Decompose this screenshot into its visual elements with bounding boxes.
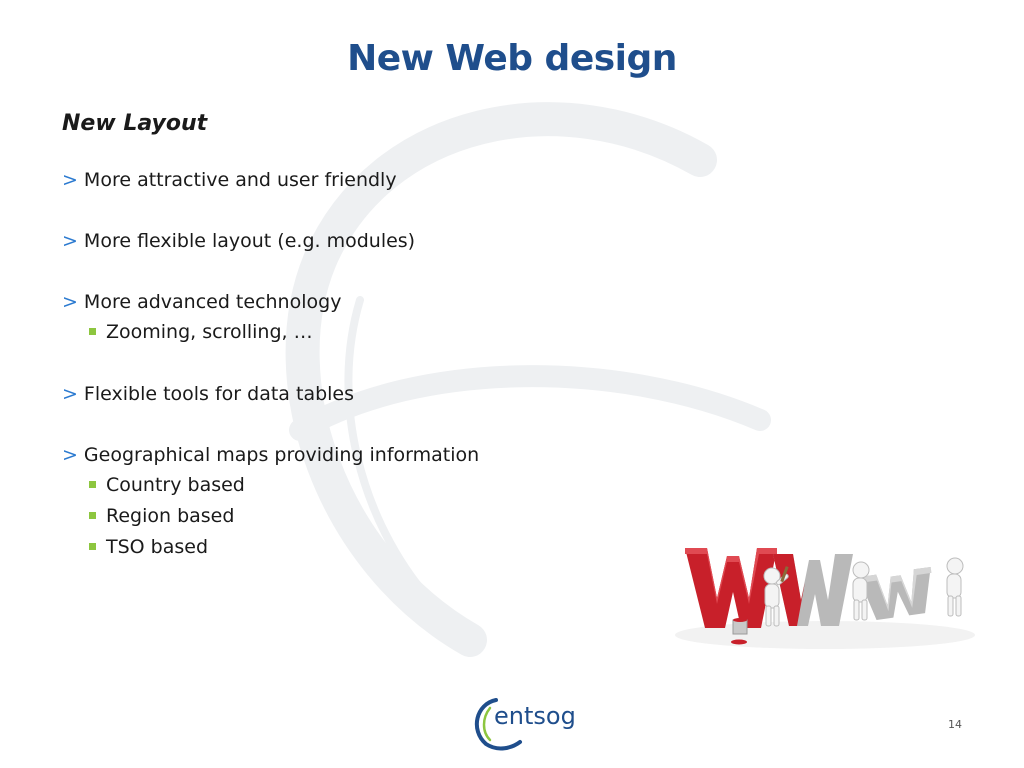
bullet-marker: > (62, 444, 78, 466)
bullet-text: More advanced technology (83, 291, 342, 313)
entsog-logo-icon (468, 690, 586, 754)
bullet-item (62, 226, 622, 256)
sub-bullet-text: Zooming, scrolling, … (106, 321, 313, 343)
bullet-item (62, 440, 622, 470)
sub-bullet-item (62, 470, 622, 501)
sub-bullet-text: Country based (106, 474, 245, 496)
sub-bullet-item (62, 317, 622, 348)
logo-wordmark: entsog (494, 702, 576, 730)
bullet-list (62, 165, 622, 594)
bullet-item (62, 287, 622, 317)
bullet-group (62, 165, 622, 195)
bullet-item (62, 379, 622, 409)
sub-bullet-item (62, 532, 622, 563)
sub-bullet-text: TSO based (106, 536, 209, 558)
sub-bullet-text: Region based (106, 505, 235, 527)
sub-bullet-item (62, 501, 622, 532)
bullet-text: More flexible layout (e.g. modules) (83, 230, 416, 252)
bullet-group (62, 440, 622, 563)
bullet-text: Flexible tools for data tables (83, 383, 355, 405)
square-bullet-icon (89, 543, 96, 550)
square-bullet-icon (89, 481, 96, 488)
bullet-marker: > (62, 230, 78, 252)
bullet-text: More attractive and user friendly (83, 169, 397, 191)
bullet-marker: > (62, 291, 78, 313)
bullet-group (62, 379, 622, 409)
www-figures-illustration-icon (665, 470, 983, 700)
bullet-group (62, 287, 622, 348)
page-number: 14 (948, 718, 962, 731)
bullet-text: Geographical maps providing information (83, 444, 480, 466)
bullet-group (62, 226, 622, 256)
square-bullet-icon (89, 512, 96, 519)
bullet-marker: > (62, 383, 78, 405)
square-bullet-icon (89, 328, 96, 335)
slide-title: New Web design (347, 38, 677, 79)
bullet-marker: > (62, 169, 78, 191)
bullet-item (62, 165, 622, 195)
slide-subtitle: New Layout (62, 111, 208, 136)
